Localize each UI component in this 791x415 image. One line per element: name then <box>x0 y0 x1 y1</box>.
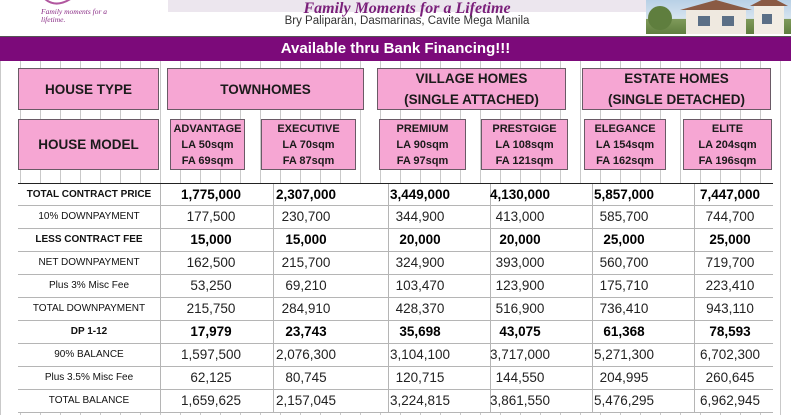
table-row <box>18 183 773 206</box>
row-label: TOTAL DOWNPAYMENT <box>32 303 146 314</box>
model-floor-area: FA 162sqm <box>596 154 654 167</box>
row-value: 2,307,000 <box>275 187 337 202</box>
row-value: 7,447,000 <box>699 187 761 202</box>
row-value: 413,000 <box>495 209 545 224</box>
row-value: 3,861,550 <box>489 393 551 408</box>
type-village-line1: VILLAGE HOMES <box>415 71 528 86</box>
row-label: TOTAL BALANCE <box>48 395 130 406</box>
row-value: 69,210 <box>285 278 327 293</box>
row-value: 162,500 <box>186 255 236 270</box>
model-lot-area: LA 204sqm <box>698 138 757 151</box>
row-value: 5,857,000 <box>593 187 655 202</box>
row-value: 428,370 <box>395 301 445 316</box>
row-value: 3,717,000 <box>489 347 551 362</box>
cell-divider <box>160 321 161 344</box>
row-value: 20,000 <box>399 232 441 247</box>
cell-divider <box>160 275 161 298</box>
cell-divider <box>160 206 161 229</box>
row-value: 943,110 <box>706 301 754 316</box>
motto-banner <box>168 0 646 17</box>
row-label: TOTAL CONTRACT PRICE <box>26 189 152 200</box>
row-value: 215,750 <box>186 301 236 316</box>
row-value: 204,995 <box>599 370 649 385</box>
table-row <box>18 321 773 344</box>
cell-divider <box>160 184 161 207</box>
model-elite <box>683 119 772 170</box>
row-value: 736,410 <box>599 301 649 316</box>
model-name: EXECUTIVE <box>277 122 340 135</box>
model-name: ADVANTAGE <box>173 122 242 135</box>
type-estate-line2: (SINGLE DETACHED) <box>608 92 745 107</box>
row-value: 5,271,300 <box>593 347 655 362</box>
row-value: 20,000 <box>499 232 541 247</box>
row-value: 17,979 <box>190 324 232 339</box>
house-photo <box>646 0 791 34</box>
table-row <box>18 367 773 390</box>
row-value: 144,550 <box>495 370 545 385</box>
row-value: 1,775,000 <box>180 187 242 202</box>
row-value: 120,715 <box>395 370 445 385</box>
financing-banner: Available thru Bank Financing!!! <box>0 36 791 61</box>
row-value: 15,000 <box>190 232 232 247</box>
model-prestige <box>481 119 568 170</box>
table-row <box>18 206 773 229</box>
row-value: 5,476,295 <box>593 393 655 408</box>
type-estate-homes <box>582 68 771 110</box>
row-value: 215,700 <box>281 255 331 270</box>
row-value: 2,076,300 <box>275 347 337 362</box>
row-value: 80,745 <box>285 370 327 385</box>
table-row <box>18 298 773 321</box>
site-header <box>0 0 791 36</box>
row-value: 25,000 <box>709 232 751 247</box>
house-illustration-icon <box>646 0 791 34</box>
model-name: PRESTGIGE <box>492 122 557 135</box>
row-label: DP 1-12 <box>70 326 108 337</box>
row-value: 744,700 <box>705 209 755 224</box>
row-value: 62,125 <box>190 370 232 385</box>
row-value: 175,710 <box>599 278 649 293</box>
row-value: 324,900 <box>395 255 445 270</box>
row-value: 585,700 <box>599 209 649 224</box>
row-value: 2,157,045 <box>275 393 337 408</box>
type-village-line2: (SINGLE ATTACHED) <box>404 92 539 107</box>
row-value: 3,224,815 <box>389 393 451 408</box>
row-label: NET DOWNPAYMENT <box>38 257 140 268</box>
table-row <box>18 252 773 275</box>
type-townhomes <box>167 68 364 110</box>
table-row <box>18 344 773 367</box>
model-executive <box>261 119 356 170</box>
row-value: 6,702,300 <box>699 347 761 362</box>
cell-divider <box>160 390 161 413</box>
row-value: 284,910 <box>281 301 331 316</box>
model-premium <box>379 119 466 170</box>
model-lot-area: LA 50sqm <box>181 138 234 151</box>
model-name: PREMIUM <box>396 122 449 135</box>
row-value: 53,250 <box>190 278 232 293</box>
cell-divider <box>160 298 161 321</box>
row-value: 6,962,945 <box>699 393 761 408</box>
model-floor-area: FA 87sqm <box>282 154 335 167</box>
row-label: LESS CONTRACT FEE <box>35 234 143 245</box>
row-value: 516,900 <box>495 301 545 316</box>
row-value: 25,000 <box>603 232 645 247</box>
row-value: 78,593 <box>709 324 751 339</box>
model-name: ELITE <box>711 122 744 135</box>
table-row <box>18 275 773 298</box>
model-floor-area: FA 196sqm <box>698 154 757 167</box>
motto-text: Family Moments for a Lifetime <box>303 0 511 17</box>
row-label: 10% DOWNPAYMENT <box>38 211 140 222</box>
type-estate-line1: ESTATE HOMES <box>624 71 729 86</box>
row-value: 1,597,500 <box>180 347 242 362</box>
project-address: Bry Paliparan, Dasmarinas, Cavite Mega Manila <box>284 15 530 27</box>
model-lot-area: LA 108sqm <box>495 138 554 151</box>
row-value: 344,900 <box>395 209 445 224</box>
model-advantage <box>170 119 245 170</box>
row-value: 230,700 <box>281 209 331 224</box>
cell-divider <box>160 252 161 275</box>
row-value: 3,449,000 <box>389 187 451 202</box>
row-label: Plus 3.5% Misc Fee <box>44 372 134 383</box>
row-value: 177,500 <box>186 209 236 224</box>
row-value: 23,743 <box>285 324 327 339</box>
row-value: 61,368 <box>603 324 645 339</box>
model-elegance <box>584 119 666 170</box>
type-village-homes <box>377 68 566 110</box>
model-lot-area: LA 70sqm <box>282 138 335 151</box>
row-value: 393,000 <box>495 255 545 270</box>
model-lot-area: LA 90sqm <box>396 138 449 151</box>
row-value: 43,075 <box>499 324 541 339</box>
row-value: 3,104,100 <box>389 347 451 362</box>
row-value: 123,900 <box>495 278 545 293</box>
table-row <box>18 229 773 252</box>
model-name: ELEGANCE <box>594 122 656 135</box>
row-label: Plus 3% Misc Fee <box>48 280 130 291</box>
model-floor-area: FA 69sqm <box>181 154 234 167</box>
cell-divider <box>160 344 161 367</box>
row-value: 15,000 <box>285 232 327 247</box>
model-floor-area: FA 121sqm <box>495 154 554 167</box>
cell-divider <box>160 367 161 390</box>
row-value: 223,410 <box>705 278 755 293</box>
row-value: 560,700 <box>599 255 649 270</box>
model-lot-area: LA 154sqm <box>595 138 655 151</box>
row-value: 260,645 <box>705 370 755 385</box>
type-townhomes-line1: TOWNHOMES <box>220 81 311 97</box>
row-value: 35,698 <box>399 324 441 339</box>
brand-tagline: Family moments for a lifetime. <box>41 7 108 24</box>
cell-divider <box>160 229 161 252</box>
row-value: 1,659,625 <box>180 393 242 408</box>
house-model-label: HOUSE MODEL <box>18 119 159 170</box>
row-value: 4,130,000 <box>489 187 551 202</box>
table-row <box>18 390 773 413</box>
row-value: 103,470 <box>395 278 445 293</box>
row-value: 719,700 <box>705 255 755 270</box>
model-floor-area: FA 97sqm <box>396 154 449 167</box>
row-label: 90% BALANCE <box>54 349 124 360</box>
house-type-label: HOUSE TYPE <box>18 68 159 110</box>
